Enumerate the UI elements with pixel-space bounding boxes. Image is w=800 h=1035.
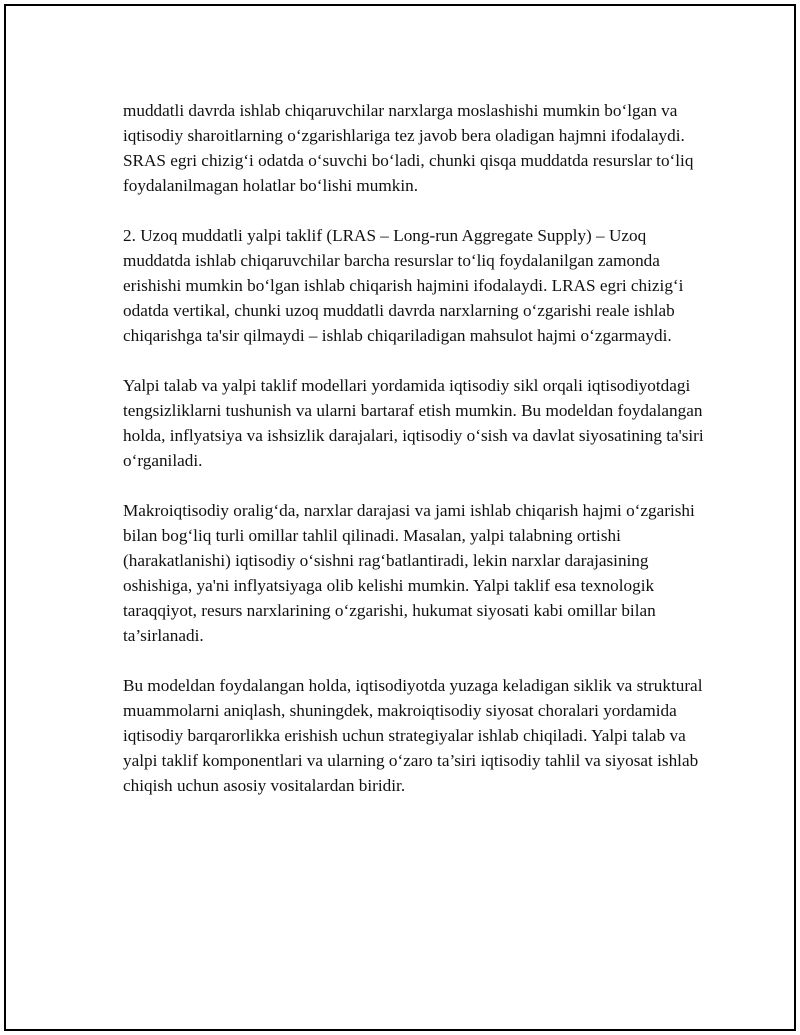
paragraph-macroeconomic-factors: Makroiqtisodiy oralig‘da, narxlar darajasi va jami ishlab chiqarish hajmi o‘zgarishi bilan bog‘liq turli omillar tahlil qilinadi. Masalan, yalpi talabning ortishi (harakatlanishi) iqtisodiy o‘sishni rag‘batlantiradi, lekin narxlar darajasining oshishiga, ya'ni inflyatsiyaga olib kelishi mumkin. Yalpi taklif esa texnologik taraqqiyot, resurs narxlarining o‘zgarishi, hukumat siyosati kabi omillar bilan ta’sirlanadi. — [123, 501, 695, 645]
paragraph-lras: 2. Uzoq muddatli yalpi taklif (LRAS – Long-run Aggregate Supply) – Uzoq muddatda ishlab chiqaruvchilar barcha resurslar to‘liq foydalanilgan zamonda erishishi mumkin bo‘lgan ishlab chiqarish hajmini ifodalaydi. LRAS egri chizig‘i odatda vertikal, chunki uzoq muddatli davrda narxlarning o‘zgarishi reale ishlab chiqarishga ta'sir qilmaydi – ishlab chiqariladigan mahsulot hajmi o‘zgarmaydi. — [123, 226, 684, 345]
paragraph-policy-conclusion: Bu modeldan foydalangan holda, iqtisodiyotda yuzaga keladigan siklik va struktural muammolarni aniqlash, shuningdek, makroiqtisodiy siyosat choralari yordamida iqtisodiy barqarorlikka erishish uchun strategiyalar ishlab chiqiladi. Yalpi talab va yalpi taklif komponentlari va ularning o‘zaro ta’siri iqtisodiy tahlil va siyosat ishlab chiqish uchun asosiy vositalardan biridir. — [123, 676, 703, 795]
document-body — [123, 98, 713, 823]
page-frame — [4, 4, 796, 1031]
paragraph-ad-as-models: Yalpi talab va yalpi taklif modellari yordamida iqtisodiy sikl orqali iqtisodiyotdagi tengsizliklarni tushunish va ularni bartaraf etish mumkin. Bu modeldan foydalangan holda, inflyatsiya va ishsizlik darajalari, iqtisodiy o‘sish va davlat siyosatining ta'siri o‘rganiladi. — [123, 376, 704, 470]
paragraph-sras-continued: muddatli davrda ishlab chiqaruvchilar narxlarga moslashishi mumkin bo‘lgan va iqtisodiy sharoitlarning o‘zgarishlariga tez javob bera oladigan hajmni ifodalaydi. SRAS egri chizig‘i odatda o‘suvchi bo‘ladi, chunki qisqa muddatda resurslar to‘liq foydalanilmagan holatlar bo‘lishi mumkin. — [123, 101, 694, 195]
